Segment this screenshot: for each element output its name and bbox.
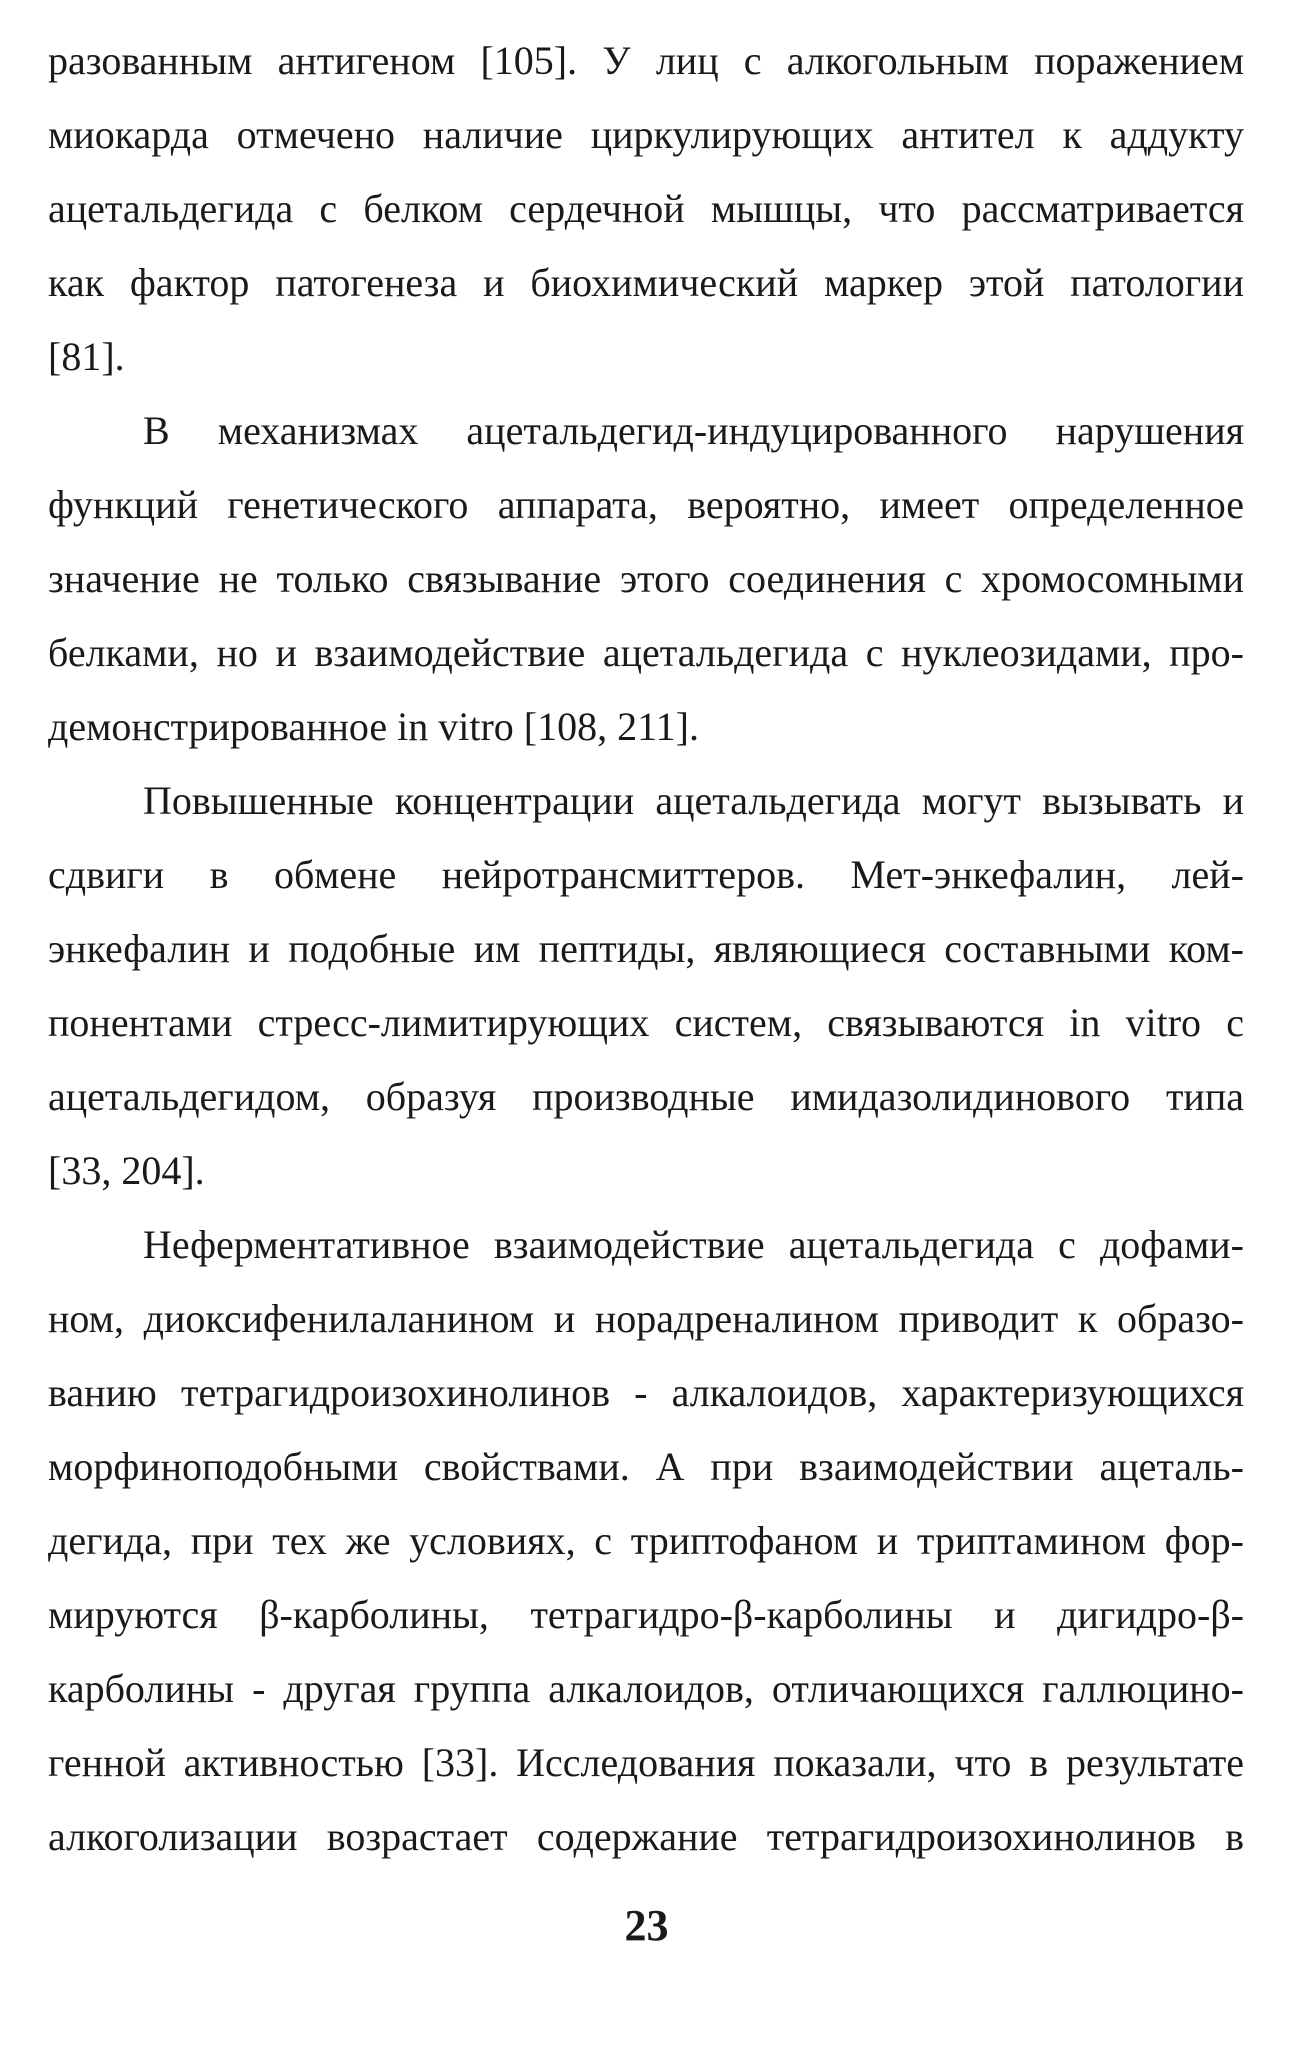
text-line: понентами стресс-лимитирующих систем, связываются in vitro с [48,1000,1244,1045]
paragraph-1 [48,24,1244,394]
text-line: морфиноподобными свойствами. А при взаимодействии ацеталь- [48,1444,1244,1489]
text-line: как фактор патогенеза и биохимический маркер этой патологии [48,260,1244,305]
text-line: разованным антигеном [105]. У лиц с алкогольным поражением [48,38,1244,83]
text-line: ацетальдегидом, образуя производные имидазолидинового типа [48,1074,1244,1119]
text-line: ванию тетрагидроизохинолинов - алкалоидов, характеризующихся [48,1370,1244,1415]
text-line: миокарда отмечено наличие циркулирующих антител к аддукту [48,112,1244,157]
text-line: [33, 204]. [48,1148,205,1193]
text-line: алкоголизации возрастает содержание тетрагидроизохинолинов в [48,1814,1244,1859]
text-line: энкефалин и подобные им пептиды, являющиеся составными ком- [48,926,1244,971]
text-line: Повышенные концентрации ацетальдегида могут вызывать и [143,778,1244,823]
paragraph-2 [48,394,1244,764]
text-line: сдвиги в обмене нейротрансмиттеров. Мет-энкефалин, лей- [48,852,1244,897]
text-line: [81]. [48,334,125,379]
text-line: мируются β-карболины, тетрагидро-β-карболины и дигидро-β- [48,1592,1244,1637]
text-line: демонстрированное in vitro [108, 211]. [48,704,699,749]
document-body [48,24,1244,1874]
text-line: функций генетического аппарата, вероятно, имеет определенное [48,482,1244,527]
text-line: генной активностью [33]. Исследования показали, что в результате [48,1740,1244,1785]
text-line: В механизмах ацетальдегид-индуцированного нарушения [143,408,1244,453]
text-line: значение не только связывание этого соединения с хромосомными [48,556,1244,601]
text-line: белками, но и взаимодействие ацетальдегида с нуклеозидами, про- [48,630,1244,675]
paragraph-3 [48,764,1244,1208]
text-line: Неферментативное взаимодействие ацетальдегида с дофами- [143,1222,1244,1267]
paragraph-4 [48,1208,1244,1874]
text-line: ном, диоксифенилаланином и норадреналином приводит к образо- [48,1296,1244,1341]
text-line: карболины - другая группа алкалоидов, отличающихся галлюцино- [48,1666,1244,1711]
text-line: ацетальдегида с белком сердечной мышцы, что рассматривается [48,186,1244,231]
text-line: дегида, при тех же условиях, с триптофаном и триптамином фор- [48,1518,1244,1563]
page-number: 23 [624,1901,669,1950]
